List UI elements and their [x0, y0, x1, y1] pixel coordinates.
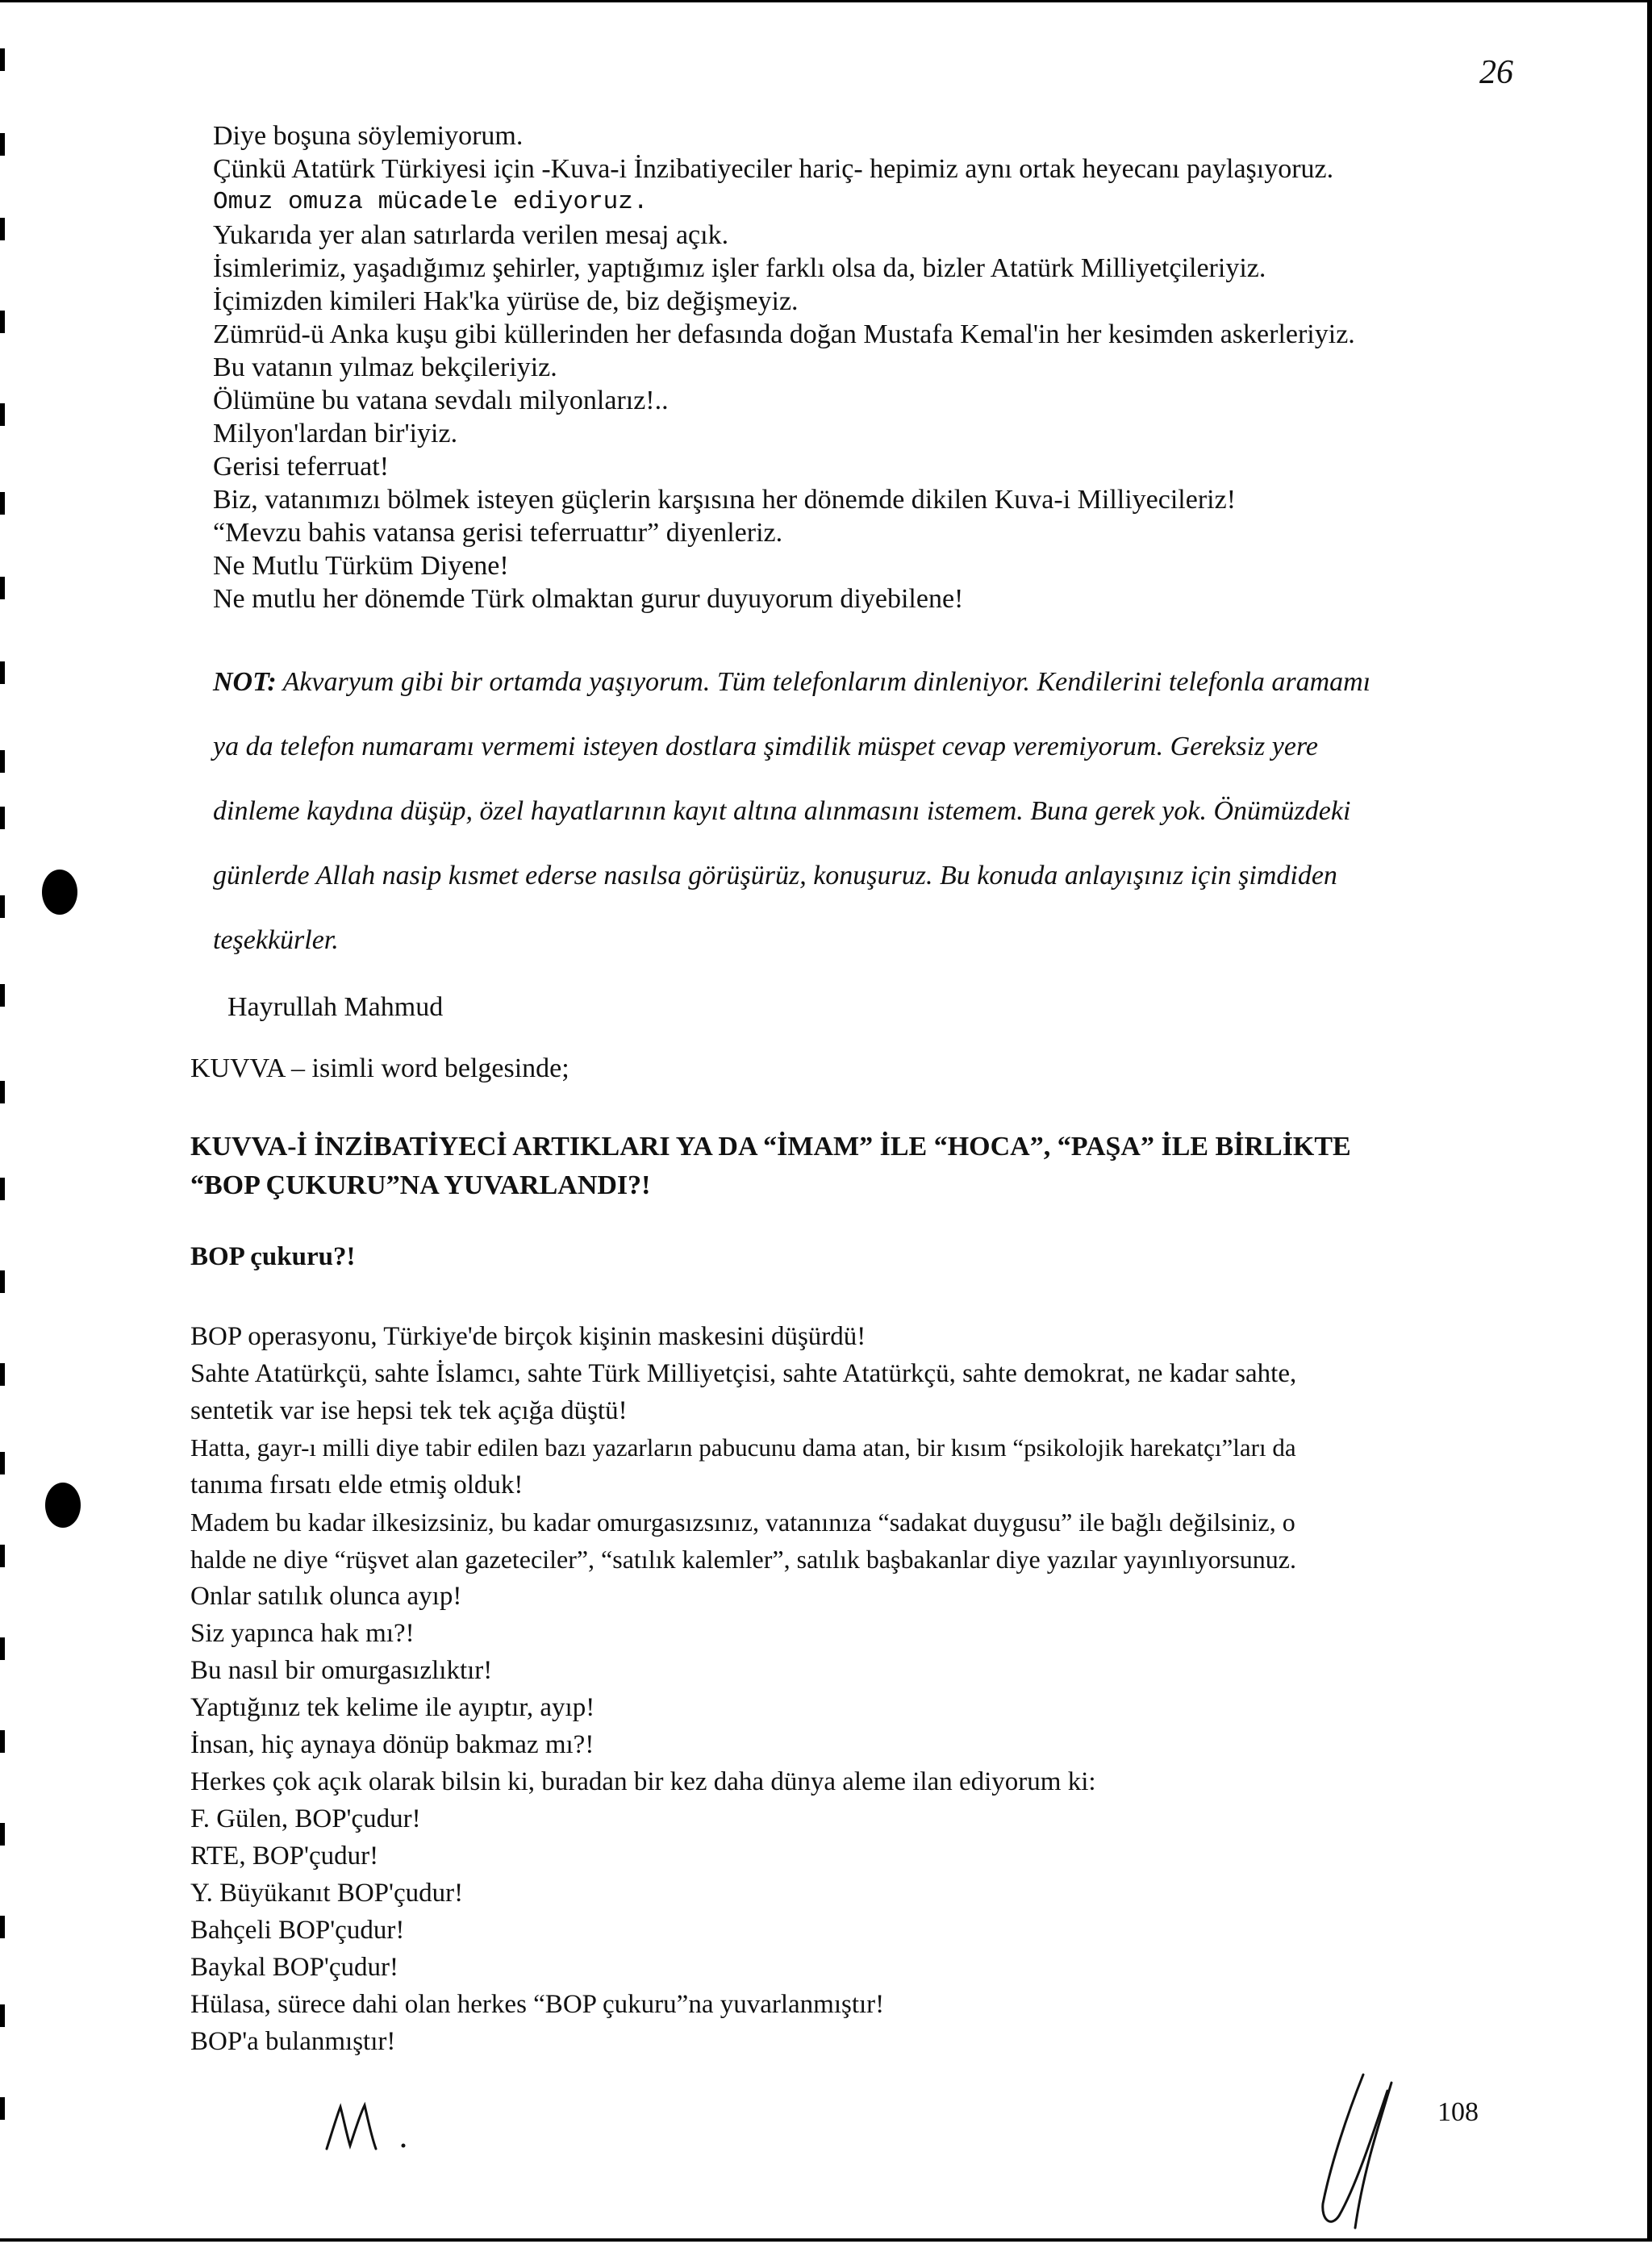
text-line: Yukarıda yer alan satırlarda verilen mesaj açık. — [213, 220, 729, 250]
text-line: Hülasa, sürece dahi olan herkes “BOP çukuru”na yuvarlanmıştır! — [190, 1990, 885, 2019]
page-number-stamped: 108 — [1437, 2097, 1479, 2127]
text-line: İçimizden kimileri Hak'ka yürüse de, biz değişmeyiz. — [213, 286, 799, 316]
text-line: Çünkü Atatürk Türkiyesi için -Kuva-i İnzibatiyeciler hariç- hepimiz aynı ortak heyecanı paylaşıyoruz. — [213, 154, 1334, 184]
text-line: İnsan, hiç aynaya dönüp bakmaz mı?! — [190, 1730, 594, 1759]
signer-name: Hayrullah Mahmud — [227, 992, 444, 1022]
text-line: Onlar satılık olunca ayıp! — [190, 1582, 462, 1611]
page-number-handwritten: 26 — [1479, 54, 1513, 91]
text-line: Gerisi teferruat! — [213, 452, 390, 482]
text-line: Ne mutlu her dönemde Türk olmaktan gurur duyuyorum diyebilene! — [213, 584, 964, 614]
scan-edge-marks — [0, 0, 5, 2242]
text-line: Madem bu kadar ilkesizsiniz, bu kadar omurgasızsınız, vatanınıza “sadakat duygusu” ile bağlı değilsiniz, o — [190, 1508, 1295, 1537]
note-paragraph — [213, 650, 1455, 973]
text-line: Bu vatanın yılmaz bekçileriyiz. — [213, 352, 557, 382]
article-subheading: BOP çukuru?! — [190, 1242, 356, 1271]
handwritten-initials-signature — [323, 2099, 419, 2155]
text-line: Y. Büyükanıt BOP'çudur! — [190, 1879, 464, 1908]
text-line: RTE, BOP'çudur! — [190, 1841, 379, 1871]
text-line: Herkes çok açık olarak bilsin ki, buradan bir kez daha dünya aleme ilan ediyorum ki: — [190, 1767, 1096, 1796]
text-line: Baykal BOP'çudur! — [190, 1953, 398, 1982]
text-line: İsimlerimiz, yaşadığımız şehirler, yaptığımız işler farklı olsa da, bizler Atatürk Milliyetçileriyiz. — [213, 253, 1266, 283]
note-line: Akvaryum gibi bir ortamda yaşıyorum. Tüm telefonlarım dinleniyor. Kendilerini telefonla aramamı — [276, 667, 1371, 697]
text-line: Milyon'lardan bir'iyiz. — [213, 419, 458, 448]
punch-hole-bottom — [45, 1483, 81, 1528]
text-line: F. Gülen, BOP'çudur! — [190, 1804, 421, 1833]
text-line: Yaptığınız tek kelime ile ayıptır, ayıp! — [190, 1693, 595, 1722]
note-label: NOT: — [213, 667, 277, 697]
article-body — [190, 1318, 1296, 2060]
headline-line: “BOP ÇUKURU”NA YUVARLANDI?! — [190, 1170, 651, 1200]
text-line: Biz, vatanımızı bölmek isteyen güçlerin karşısına her dönemde dikilen Kuva-i Milliyecileriz! — [213, 485, 1237, 515]
article-headline — [190, 1128, 1351, 1205]
text-line: Diye boşuna söylemiyorum. — [213, 121, 524, 151]
page-border-right — [1647, 0, 1652, 2242]
headline-line: KUVVA-İ İNZİBATİYECİ ARTIKLARI YA DA “İMAM” İLE “HOCA”, “PAŞA” İLE BİRLİKTE — [190, 1132, 1351, 1162]
note-line: teşekkürler. — [213, 925, 339, 955]
text-line: Bu nasıl bir omurgasızlıktır! — [190, 1656, 493, 1685]
handwritten-signature — [1315, 2067, 1420, 2244]
text-line: tanıma fırsatı elde etmiş olduk! — [190, 1470, 524, 1499]
text-line: Hatta, gayr-ı milli diye tabir edilen bazı yazarların pabucunu dama atan, bir kısım “psikolojik harekatçı”ları da — [190, 1433, 1296, 1462]
document-reference-line: KUVVA – isimli word belgesinde; — [190, 1053, 569, 1083]
text-line: Omuz omuza mücadele ediyoruz. — [213, 188, 649, 216]
note-line: günlerde Allah nasip kısmet ederse nasılsa görüşürüz, konuşuruz. Bu konuda anlayışınız için şimdiden — [213, 861, 1337, 891]
text-line: Ölümüne bu vatana sevdalı milyonlarız!.. — [213, 386, 669, 415]
note-line: dinleme kaydına düşüp, özel hayatlarının kayıt altına alınmasını istemem. Buna gerek yok. Önümüzdeki — [213, 796, 1351, 826]
page-border-top — [0, 0, 1652, 2]
text-line: Ne Mutlu Türküm Diyene! — [213, 551, 509, 581]
punch-hole-top — [42, 870, 77, 915]
text-line: halde ne diye “rüşvet alan gazeteciler”, “satılık kalemler”, satılık başbakanlar diye yazılar yayınlıyorsunuz. — [190, 1545, 1296, 1574]
text-line: Sahte Atatürkçü, sahte İslamcı, sahte Türk Milliyetçisi, sahte Atatürkçü, sahte demokrat, ne kadar sahte, — [190, 1359, 1297, 1388]
text-line: “Mevzu bahis vatansa gerisi teferruattır” diyenleriz. — [213, 518, 783, 548]
text-line: BOP'a bulanmıştır! — [190, 2027, 396, 2056]
text-line: sentetik var ise hepsi tek tek açığa düştü! — [190, 1396, 628, 1425]
text-line: Zümrüd-ü Anka kuşu gibi küllerinden her defasında doğan Mustafa Kemal'in her kesimden askerleriyiz. — [213, 319, 1355, 349]
text-line: Siz yapınca hak mı?! — [190, 1619, 415, 1648]
note-line: ya da telefon numaramı vermemi isteyen dostlara şimdilik müspet cevap veremiyorum. Gereksiz yere — [213, 732, 1319, 761]
intro-paragraph — [213, 119, 1355, 615]
text-line: BOP operasyonu, Türkiye'de birçok kişinin maskesini düşürdü! — [190, 1322, 866, 1351]
text-line: Bahçeli BOP'çudur! — [190, 1916, 405, 1945]
